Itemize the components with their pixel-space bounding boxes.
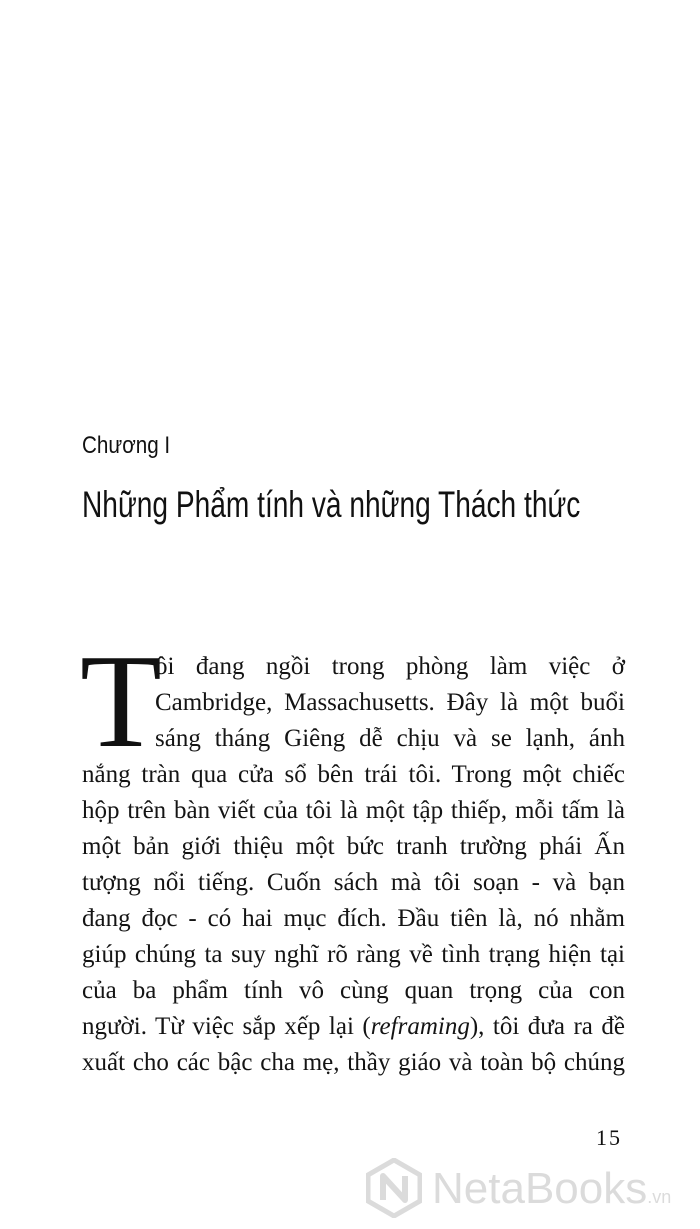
watermark-suffix: .vn [647,1187,672,1207]
body-line: đang đọc - có hai mục đích. Đầu tiên là, nó nhằm [82,905,625,932]
chapter-title: Những Phẩm tính và những Thách thức [82,484,581,525]
body-line: người. Từ việc sắp xếp lại (reframing), tôi đưa ra đề [82,1013,625,1040]
chapter-label: Chương I [82,432,171,459]
body-line: giúp chúng ta suy nghĩ rõ ràng về tình trạng hiện tại [82,941,625,968]
body-line: của ba phẩm tính vô cùng quan trọng của con [82,977,625,1004]
body-line: ôi đang ngồi trong phòng làm việc ở [155,653,625,680]
body-line: xuất cho các bậc cha mẹ, thầy giáo và toàn bộ chúng [82,1049,625,1076]
page-number: 15 [596,1125,622,1150]
watermark [366,1150,700,1229]
body-line: tượng nổi tiếng. Cuốn sách mà tôi soạn - và bạn [82,869,625,896]
body-line: Cambridge, Massachusetts. Đây là một buổi [155,689,625,716]
body-line: sáng tháng Giêng dễ chịu và se lạnh, ánh [155,725,625,752]
body-line: nắng tràn qua cửa sổ bên trái tôi. Trong một chiếc [82,761,625,788]
drop-cap: T [80,627,162,775]
body-line: hộp trên bàn viết của tôi là một tập thiếp, mỗi tấm là [82,797,625,824]
watermark-brand: NetaBooks [432,1164,648,1213]
body-line: một bản giới thiệu một bức tranh trường phái Ấn [82,833,625,860]
netabooks-logo-icon [366,1158,422,1218]
